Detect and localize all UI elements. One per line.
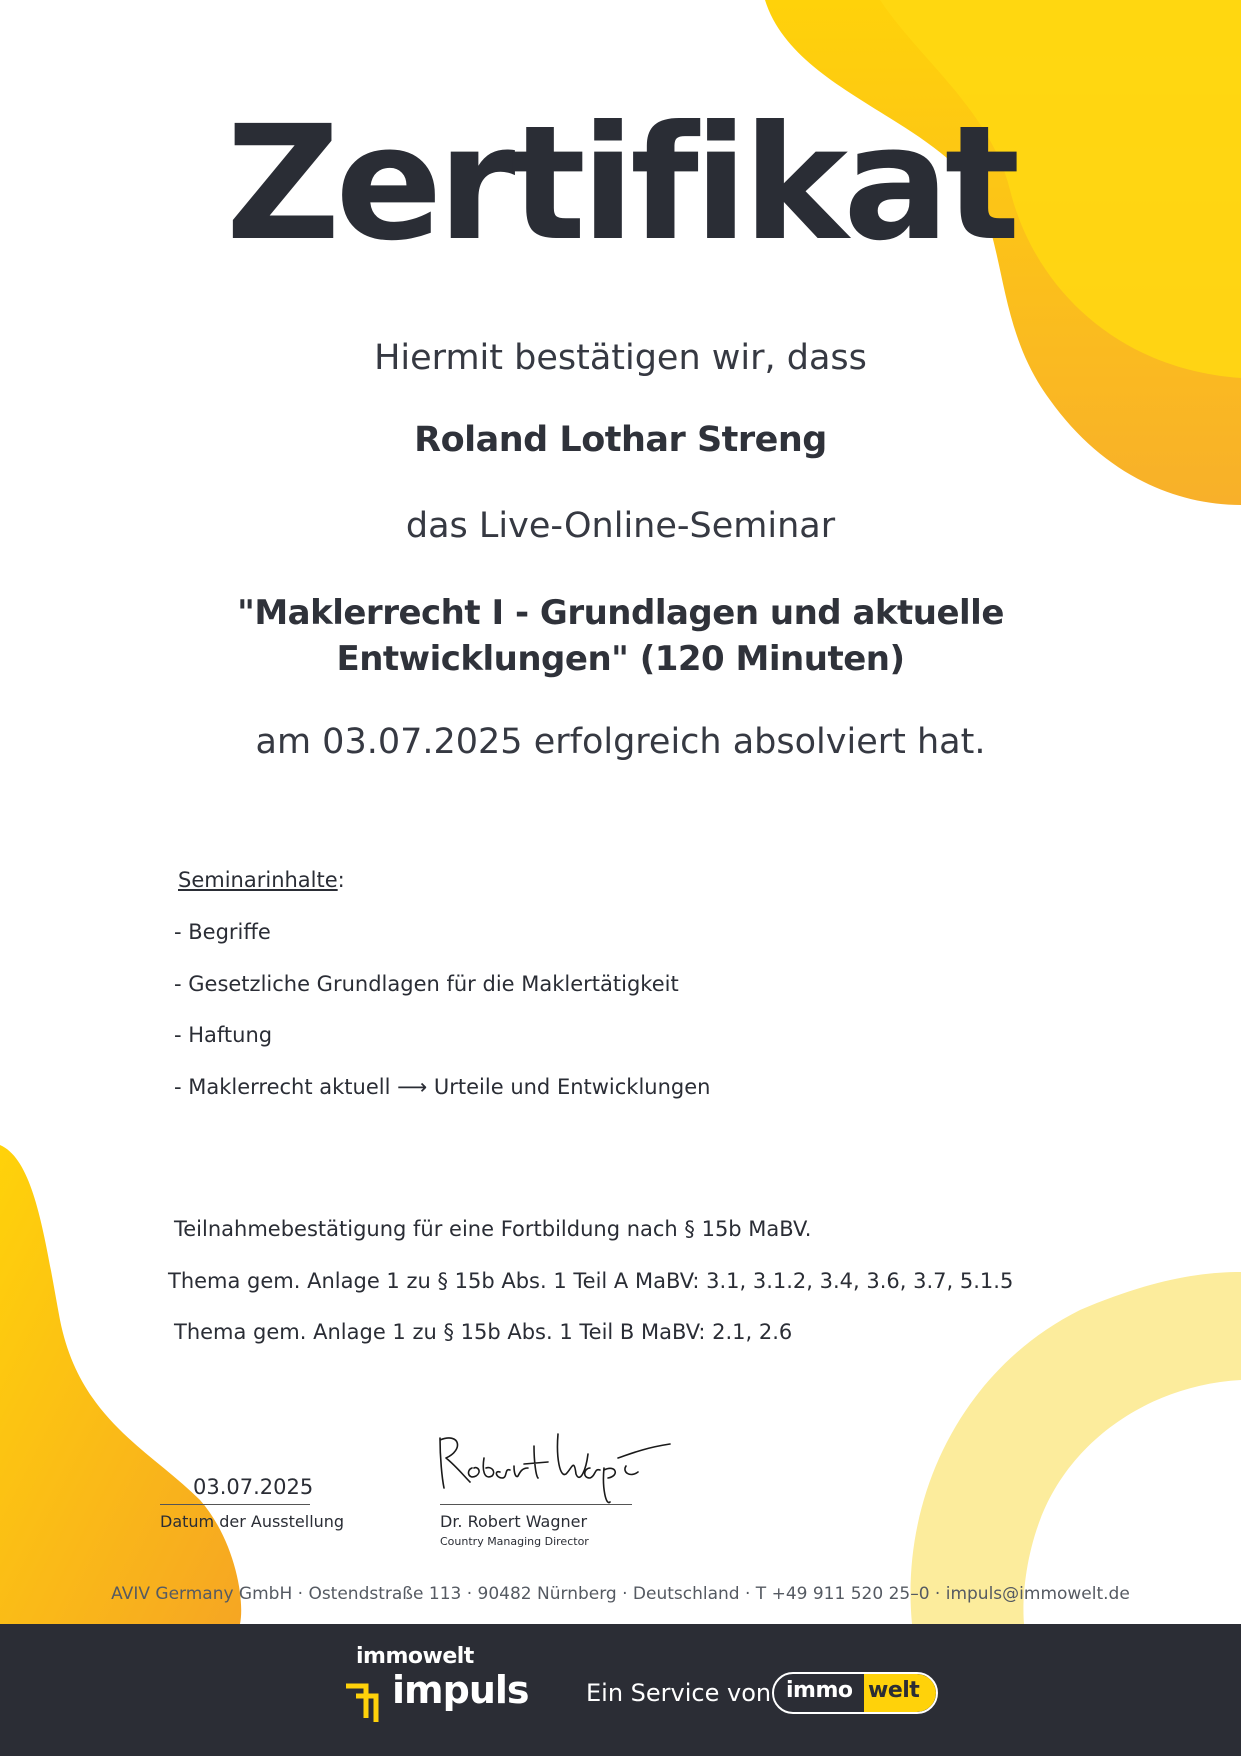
content-item: - Gesetzliche Grundlagen für die Maklertätigkeit (174, 972, 679, 996)
seminar-title (0, 590, 1241, 682)
company-address: AVIV Germany GmbH · Ostendstraße 113 · 90482 Nürnberg · Deutschland · T +49 911 520 25–0 · impuls@immowelt.de (111, 1584, 1130, 1604)
seminar-contents-heading-text: Seminarinhalte (178, 868, 338, 892)
signer-name: Dr. Robert Wagner (440, 1512, 588, 1531)
service-text: Ein Service von (586, 1679, 772, 1707)
date-signature-line (160, 1504, 310, 1505)
brand-right-text: welt (868, 1678, 920, 1703)
signer-signature-line (440, 1504, 632, 1505)
content-item: - Haftung (174, 1023, 273, 1047)
seminar-contents-heading-colon: : (337, 868, 345, 892)
training-confirmation-note: Teilnahmebestätigung für eine Fortbildung nach § 15b MaBV. (174, 1217, 812, 1241)
issue-date: 03.07.2025 (193, 1475, 314, 1499)
seminar-label: das Live-Online-Seminar (405, 506, 836, 546)
seminar-contents-heading (178, 868, 345, 892)
signer-role: Country Managing Director (440, 1535, 589, 1548)
topic-part-b-note: Thema gem. Anlage 1 zu § 15b Abs. 1 Teil B MaBV: 2.1, 2.6 (174, 1320, 793, 1344)
certificate-title: Zertifikat (225, 92, 1016, 276)
immowelt-brand-badge (772, 1672, 938, 1714)
seminar-title-line1: "Maklerrecht I - Grundlagen und aktuelle (237, 593, 1004, 633)
logo-wordmark-top: immowelt (356, 1644, 474, 1669)
bracket-logo-icon (344, 1682, 384, 1722)
handwritten-signature (430, 1418, 680, 1508)
brand-left-text: immo (786, 1678, 853, 1703)
intro-text: Hiermit bestätigen wir, dass (374, 338, 867, 378)
completion-text: am 03.07.2025 erfolgreich absolviert hat. (255, 722, 986, 762)
logo-wordmark-main: impuls (392, 1668, 529, 1712)
issue-date-label: Datum der Ausstellung (160, 1512, 345, 1531)
seminar-title-line2: Entwicklungen" (120 Minuten) (336, 639, 905, 679)
brand-right-highlight (864, 1674, 936, 1712)
topic-part-a-note: Thema gem. Anlage 1 zu § 15b Abs. 1 Teil A MaBV: 3.1, 3.1.2, 3.4, 3.6, 3.7, 5.1.5 (168, 1269, 1014, 1293)
recipient-name: Roland Lothar Streng (414, 420, 827, 460)
content-item: - Begriffe (174, 920, 271, 944)
bottom-right-arc (910, 1272, 1241, 1624)
content-item: - Maklerrecht aktuell ⟶ Urteile und Entwicklungen (174, 1075, 711, 1099)
footer-bar (0, 1624, 1241, 1756)
